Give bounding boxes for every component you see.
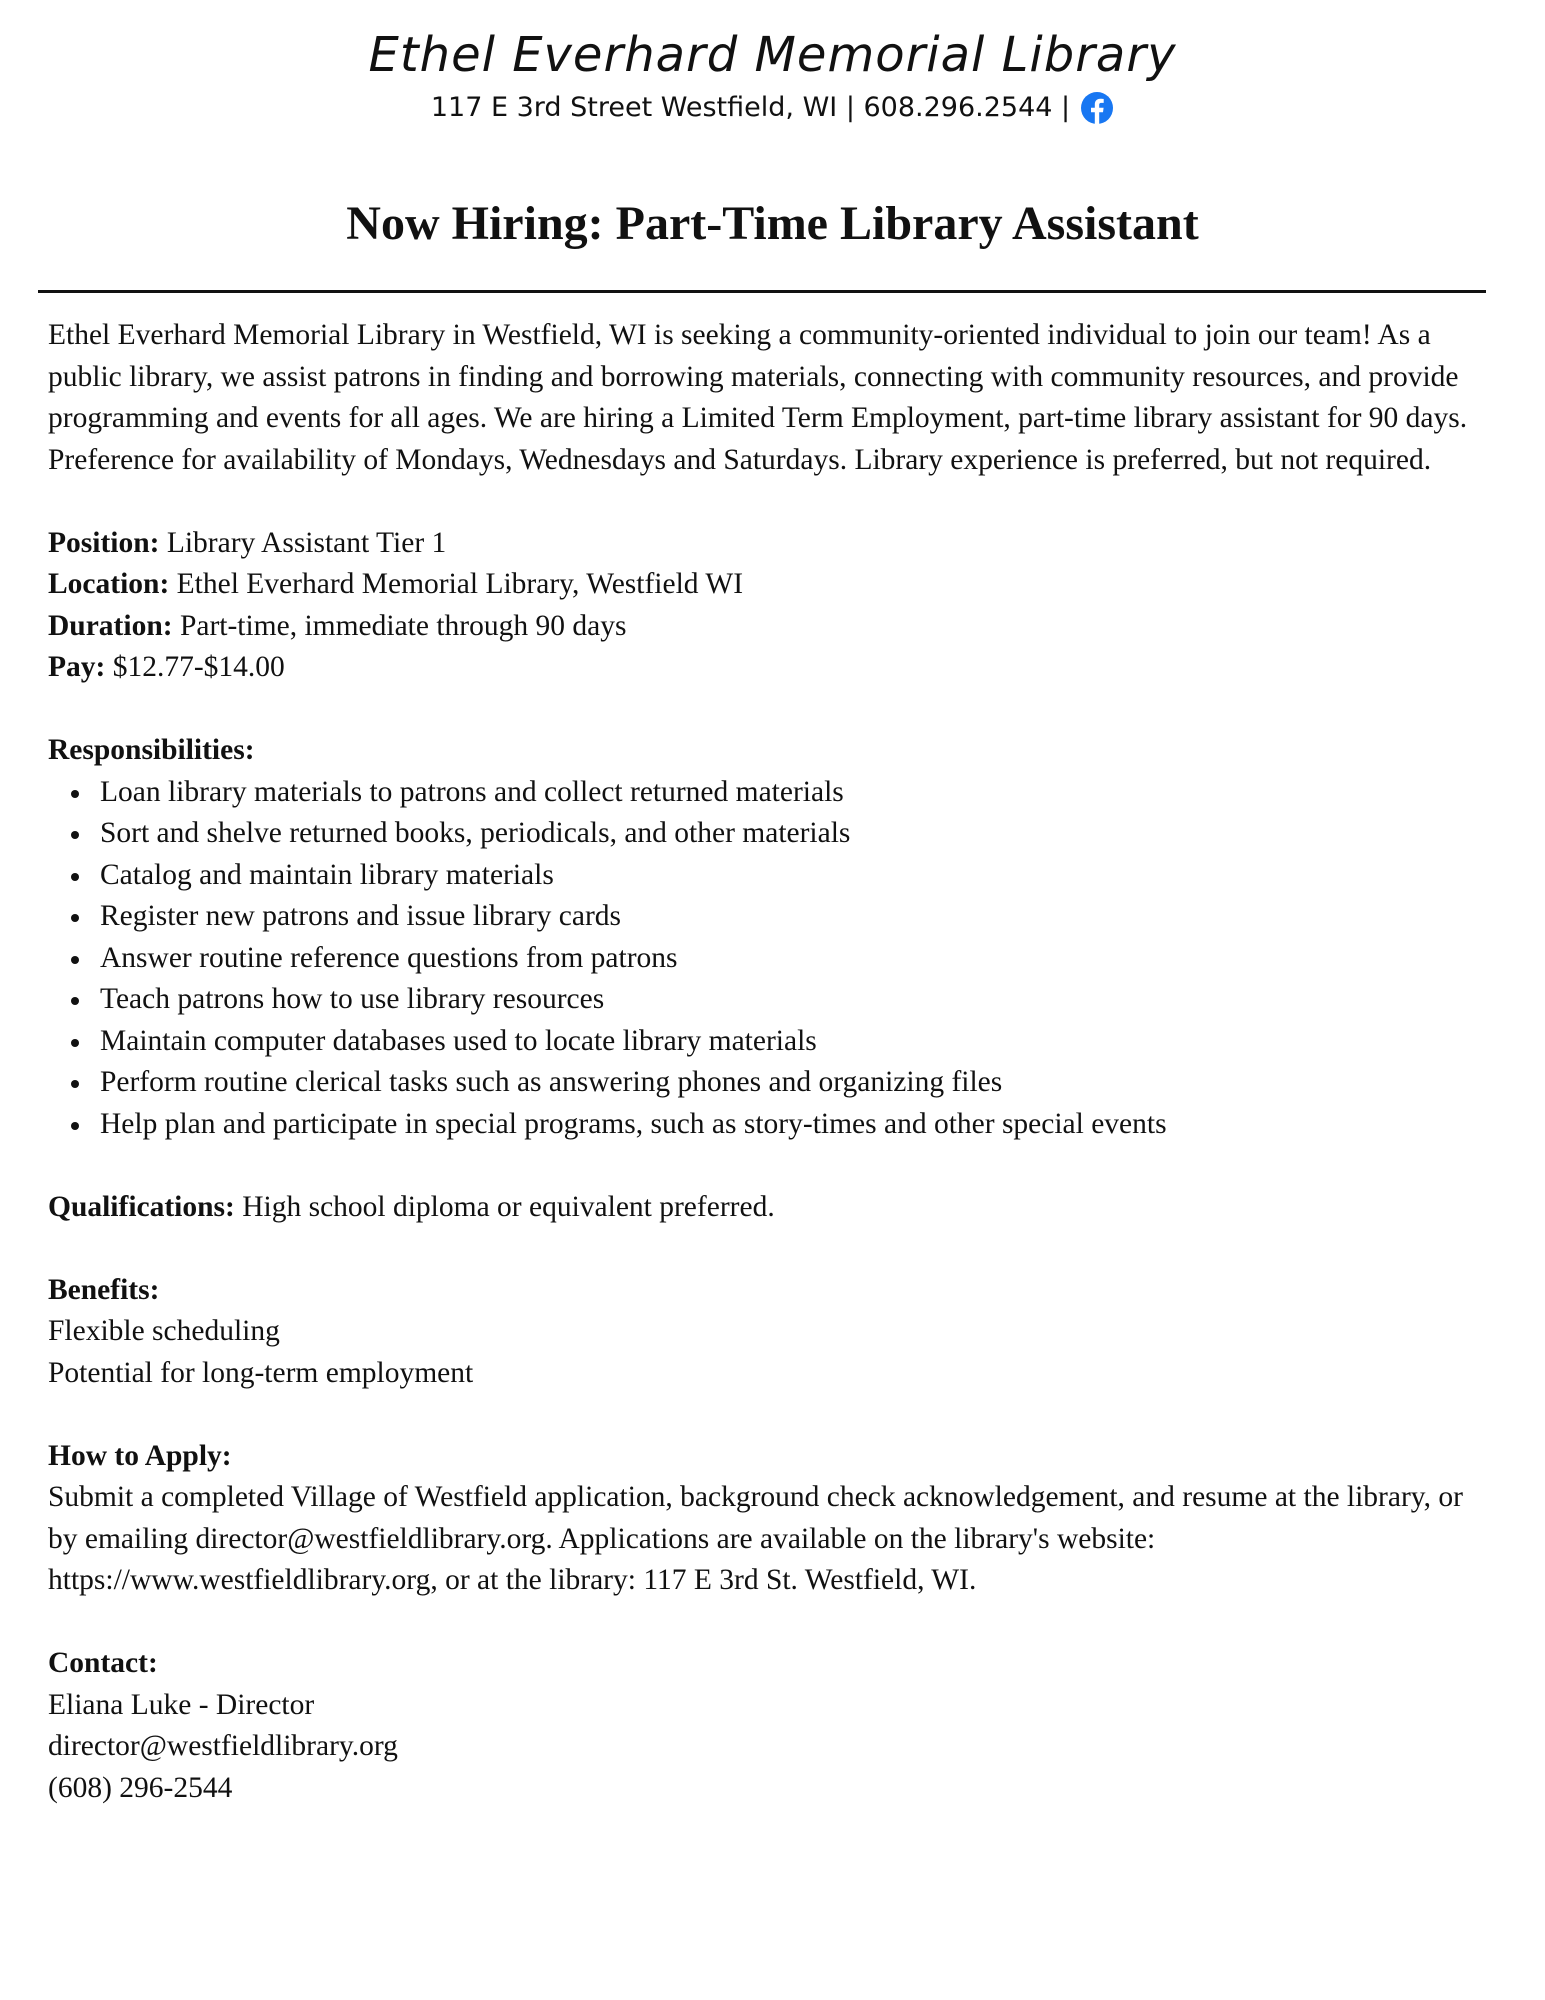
list-item: Loan library materials to patrons and collect returned materials — [100, 772, 1488, 814]
benefits-heading: Benefits: — [48, 1273, 160, 1306]
qualifications-section — [48, 1187, 1488, 1229]
how-to-apply-heading: How to Apply: — [48, 1439, 232, 1472]
list-item: Catalog and maintain library materials — [100, 855, 1488, 897]
posting-headline: Now Hiring: Part-Time Library Assistant — [346, 197, 1199, 250]
contact-email[interactable]: director@westfieldlibrary.org — [48, 1730, 398, 1762]
pay-row — [48, 647, 1488, 689]
library-name: Ethel Everhard Memorial Library — [368, 27, 1177, 83]
header-divider — [38, 290, 1486, 293]
list-item: Teach patrons how to use library resources — [100, 979, 1488, 1021]
letterhead — [0, 22, 1545, 128]
job-details — [48, 523, 1488, 689]
address-phone-text: 117 E 3rd Street Westfield, WI | 608.296.2544 | — [430, 92, 1071, 123]
position-value: Library Assistant Tier 1 — [166, 526, 447, 559]
list-item: Maintain computer databases used to locate library materials — [100, 1021, 1488, 1063]
contact-name: Eliana Luke - Director — [48, 1688, 315, 1721]
how-to-apply-text: Submit a completed Village of Westfield application, background check acknowledgement, and resume at the library, or by emailing director@westfieldlibrary.org. Applications are available on the library's website: https://www.westfieldlibrary.org, or at the library: 117 E 3rd St. Westfield, WI. — [48, 1481, 1463, 1596]
position-row — [48, 523, 1488, 565]
list-item: Answer routine reference questions from patrons — [100, 938, 1488, 980]
pay-label: Pay: — [48, 651, 106, 683]
letterhead-contact-line — [431, 88, 1114, 128]
how-to-apply-section — [48, 1436, 1488, 1602]
duration-value: Part-time, immediate through 90 days — [179, 609, 627, 642]
intro-paragraph: Ethel Everhard Memorial Library in Westfield, WI is seeking a community-oriented individual to join our team! As a public library, we assist patrons in finding and borrowing materials, connecting with community resources, and provide programming and events for all ages. We are hiring a Limited Term Employment, part-time library assistant for 90 days. Preference for availability of Mondays, Wednesdays and Saturdays. Library experience is preferred, but not required. — [48, 319, 1468, 476]
qualifications-value: High school diploma or equivalent preferred. — [242, 1190, 775, 1223]
location-label: Location: — [48, 568, 170, 600]
benefit-item: Flexible scheduling — [48, 1315, 280, 1347]
list-item: Help plan and participate in special programs, such as story-times and other special events — [100, 1104, 1488, 1146]
benefit-item: Potential for long-term employment — [48, 1356, 474, 1389]
location-value: Ethel Everhard Memorial Library, Westfield WI — [176, 568, 744, 600]
qualifications-label: Qualifications: — [48, 1190, 235, 1223]
location-row — [48, 564, 1488, 606]
responsibilities-heading: Responsibilities: — [48, 734, 255, 766]
duration-row — [48, 606, 1488, 648]
responsibilities-section — [48, 730, 1488, 1145]
responsibilities-list — [48, 772, 1488, 1146]
position-label: Position: — [48, 526, 160, 559]
facebook-icon[interactable] — [1080, 91, 1114, 125]
benefits-section — [48, 1270, 1488, 1395]
pay-value: $12.77-$14.00 — [112, 651, 285, 683]
list-item: Sort and shelve returned books, periodicals, and other materials — [100, 813, 1488, 855]
contact-phone[interactable]: (608) 296-2544 — [48, 1771, 233, 1804]
list-item: Register new patrons and issue library cards — [100, 896, 1488, 938]
contact-heading: Contact: — [48, 1647, 158, 1679]
posting-body — [48, 315, 1488, 1851]
contact-section — [48, 1643, 1488, 1809]
list-item: Perform routine clerical tasks such as answering phones and organizing files — [100, 1062, 1488, 1104]
duration-label: Duration: — [48, 609, 173, 642]
